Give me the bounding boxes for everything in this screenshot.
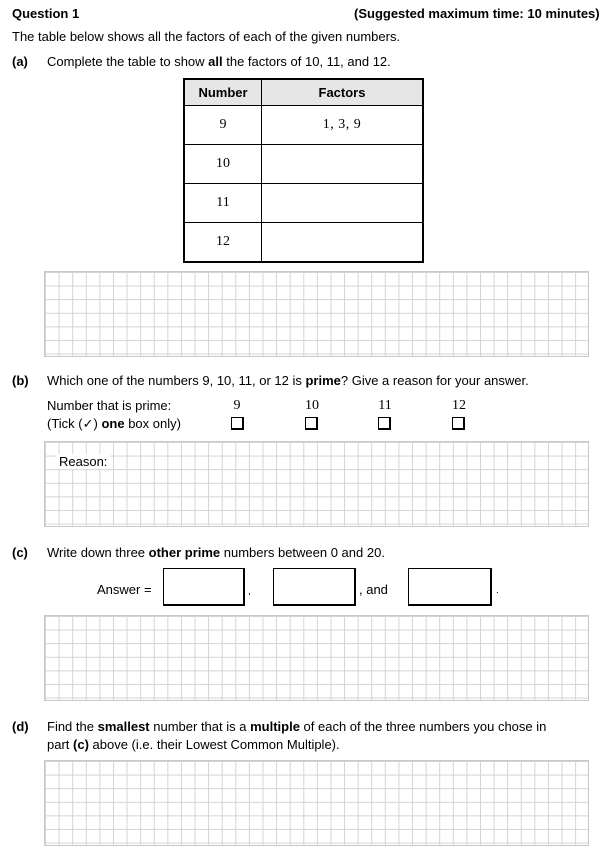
number-cell: 9 <box>184 106 262 145</box>
answer-box-3[interactable] <box>408 568 492 606</box>
time-limit: (Suggested maximum time: 10 minutes) <box>354 6 600 21</box>
answer-label: Answer = <box>97 582 152 597</box>
number-cell: 11 <box>184 184 262 223</box>
part-b-label: (b) <box>12 373 29 388</box>
tick-box-12[interactable] <box>452 417 465 430</box>
part-b-question: Which one of the numbers 9, 10, 11, or 12 is prime? Give a reason for your answer. <box>47 373 529 388</box>
option-label-9: 9 <box>233 398 241 413</box>
number-cell: 12 <box>184 223 262 263</box>
option-label-11: 11 <box>378 398 392 413</box>
factors-cell: 1, 3, 9 <box>262 106 424 145</box>
intro-text: The table below shows all the factors of each of the given numbers. <box>12 29 401 44</box>
part-d-question-line2: part (c) above (i.e. their Lowest Common Multiple). <box>47 737 340 752</box>
working-grid-c[interactable] <box>44 615 589 701</box>
question-title: Question 1 <box>12 6 80 21</box>
table-row <box>184 106 423 145</box>
answer-end-period: . <box>496 585 499 596</box>
working-grid-a[interactable] <box>44 271 589 357</box>
tick-box-11[interactable] <box>378 417 391 430</box>
table-row <box>184 223 423 263</box>
answer-box-2[interactable] <box>273 568 356 606</box>
table-row <box>184 145 423 184</box>
part-a-question: Complete the table to show all the factors of 10, 11, and 12. <box>47 54 391 69</box>
part-d-question-line1: Find the smallest number that is a multiple of each of the three numbers you chose in <box>47 719 547 734</box>
part-c-label: (c) <box>12 545 28 560</box>
number-cell: 10 <box>184 145 262 184</box>
factors-input-cell[interactable] <box>262 184 424 223</box>
tick-box-10[interactable] <box>305 417 318 430</box>
table-row <box>184 184 423 223</box>
factors-input-cell[interactable] <box>262 145 424 184</box>
prime-label: Number that is prime: <box>47 398 172 413</box>
part-a-label: (a) <box>12 54 28 69</box>
reason-label: Reason: <box>56 454 110 469</box>
answer-box-1[interactable] <box>163 568 245 606</box>
tick-box-9[interactable] <box>231 417 244 430</box>
header-factors: Factors <box>262 79 424 106</box>
factors-input-cell[interactable] <box>262 223 424 263</box>
header-number: Number <box>184 79 262 106</box>
option-label-12: 12 <box>452 398 466 413</box>
separator-and: , and <box>359 582 388 597</box>
part-d-label: (d) <box>12 719 29 734</box>
separator-comma: , <box>248 586 251 597</box>
option-label-10: 10 <box>305 398 319 413</box>
reason-grid[interactable] <box>44 441 589 527</box>
tick-instruction: (Tick (✓) one box only) <box>47 416 181 431</box>
part-c-question: Write down three other prime numbers between 0 and 20. <box>47 545 385 560</box>
factors-table <box>183 78 424 263</box>
working-grid-d[interactable] <box>44 760 589 846</box>
